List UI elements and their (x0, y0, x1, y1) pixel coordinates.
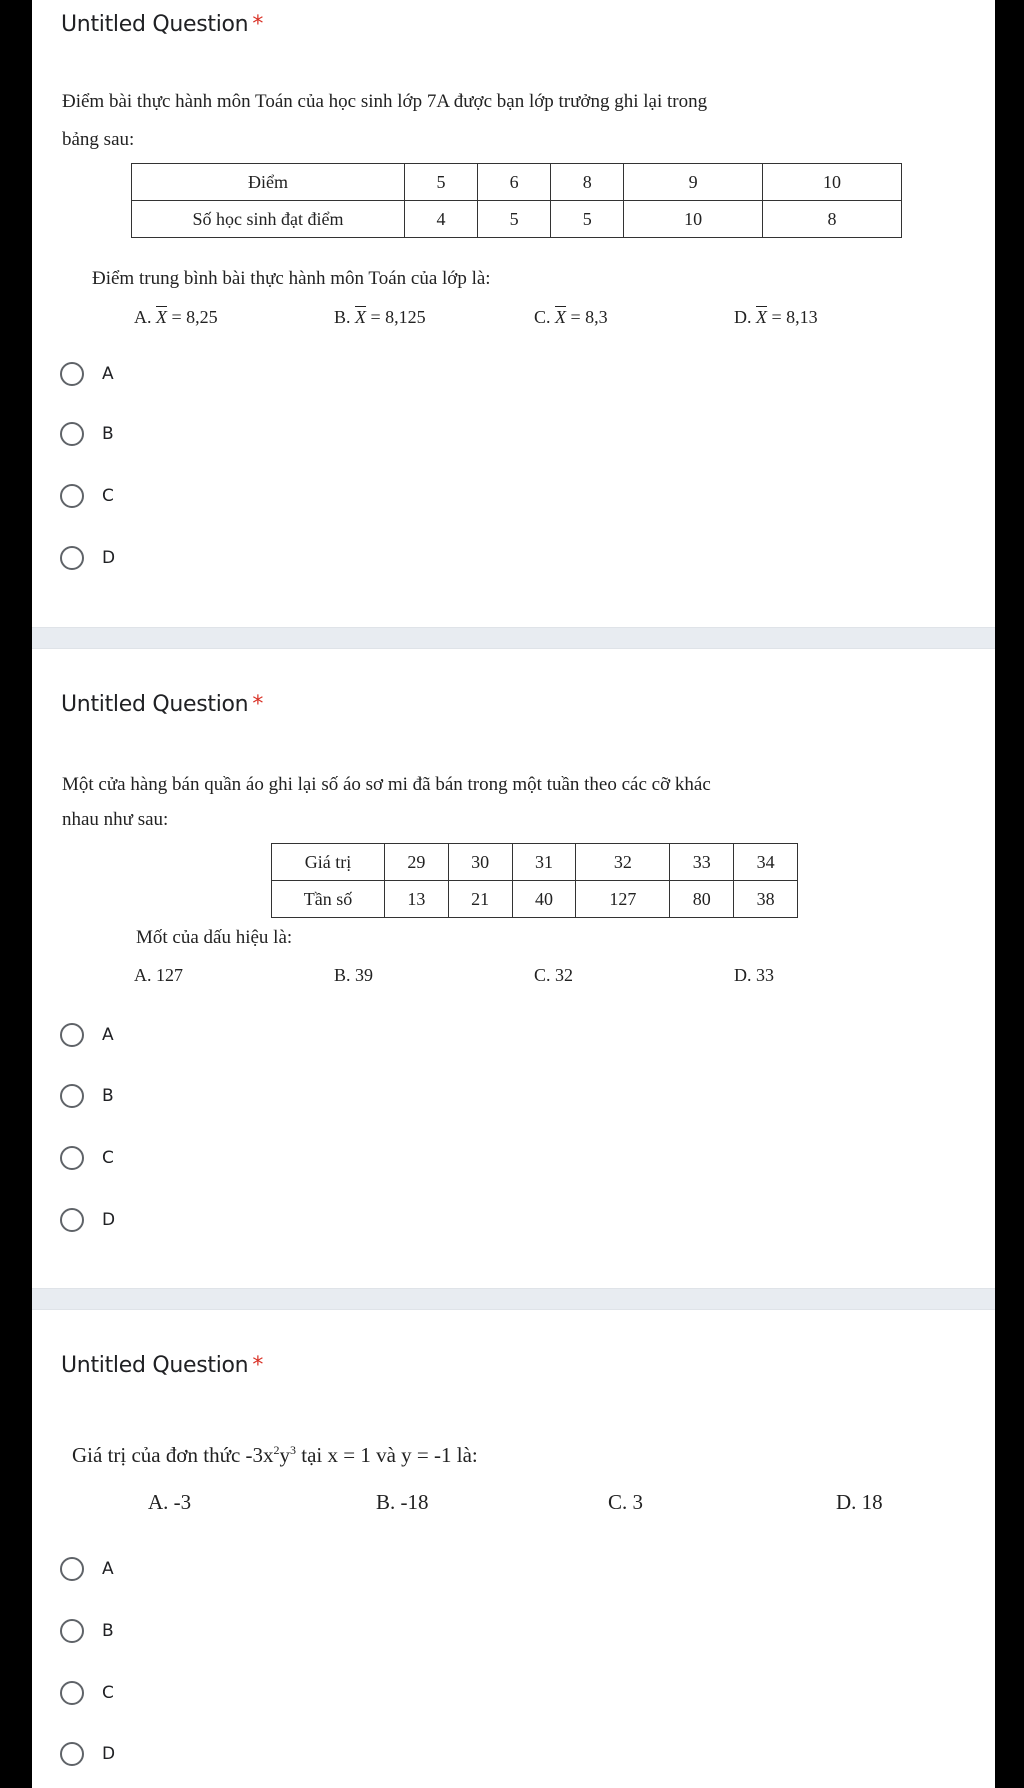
question-stem-line-2: bảng sau: (62, 129, 135, 150)
frequency-table (271, 843, 798, 918)
card-separator (32, 1288, 995, 1310)
table-cell: 127 (576, 881, 670, 918)
score-table (131, 163, 902, 238)
answer-choice-a: A. $\overline{X} = 8,25$ (134, 307, 218, 327)
question-stem-line-2: nhau như sau: (62, 809, 169, 830)
table-row (272, 844, 798, 881)
table-cell: 8 (763, 201, 902, 238)
table-cell: 5 (551, 201, 624, 238)
table-cell: 5 (478, 201, 551, 238)
table-cell: 38 (734, 881, 798, 918)
right-edge (995, 0, 1024, 1788)
question-card-2: Untitled Question * Một cửa hàng bán quần áo ghi lại số áo sơ mi đã bán trong một tuần theo các cỡ khác nhau như sau: Giá trị 29 30 31 32 33 34 Tần số 13 21 40 127 80 38 Mốt của dấu hiệu là: A. 127 B. 39 C. 32 D. 33 A B C D (32, 649, 995, 1286)
answer-choice-b: B. -18 (376, 1490, 429, 1514)
radio-circle-icon[interactable] (60, 1023, 84, 1047)
radio-circle-icon[interactable] (60, 1146, 84, 1170)
answer-choice-d: D. $\overline{X} = 8,13$ (734, 307, 818, 327)
radio-circle-icon[interactable] (60, 1742, 84, 1766)
table-cell: 21 (448, 881, 512, 918)
answer-choice-a: A. -3 (148, 1490, 192, 1514)
answer-choice-b: B. $\overline{X} = 8,125$ (334, 307, 426, 327)
radio-circle-icon[interactable] (60, 1681, 84, 1705)
required-asterisk: * (252, 1353, 264, 1378)
question-prompt: Điểm trung bình bài thực hành môn Toán của lớp là: (92, 268, 491, 289)
question-title: Untitled Question * (61, 692, 264, 717)
question-title: Untitled Question * (61, 1353, 264, 1378)
table-cell: 30 (448, 844, 512, 881)
question-prompt: Mốt của dấu hiệu là: (136, 927, 293, 948)
table-cell: 80 (670, 881, 734, 918)
table-cell: 13 (385, 881, 449, 918)
radio-circle-icon[interactable] (60, 546, 84, 570)
radio-circle-icon[interactable] (60, 1084, 84, 1108)
table-cell: Giá trị (272, 844, 385, 881)
table-cell: Số học sinh đạt điểm (132, 201, 405, 238)
table-cell: 8 (551, 164, 624, 201)
radio-circle-icon[interactable] (60, 362, 84, 386)
radio-circle-icon[interactable] (60, 422, 84, 446)
table-cell: Tần số (272, 881, 385, 918)
required-asterisk: * (252, 12, 264, 37)
answer-choice-a: A. 127 (134, 965, 183, 985)
left-edge (0, 0, 32, 1788)
table-cell: 5 (405, 164, 478, 201)
radio-circle-icon[interactable] (60, 1619, 84, 1643)
table-row (132, 201, 902, 238)
answer-choice-c: C. $\overline{X} = 8,3$ (534, 307, 608, 327)
radio-circle-icon[interactable] (60, 484, 84, 508)
card-separator (32, 627, 995, 649)
question-card-3: Untitled Question * Giá trị của đơn thức $-3x^2y^3$ tại x = 1 và y = -1 là: A. -3 B. -18 C. 3 D. 18 A B C D (32, 1310, 995, 1788)
question-stem-line-1: Điểm bài thực hành môn Toán của học sinh lớp 7A được bạn lớp trưởng ghi lại trong (62, 91, 708, 112)
table-cell: 4 (405, 201, 478, 238)
table-cell: 9 (624, 164, 763, 201)
answer-choice-c: C. 3 (608, 1490, 644, 1514)
answer-choice-d: D. 33 (734, 965, 774, 985)
answer-choice-d: D. 18 (836, 1490, 883, 1514)
table-cell: 31 (512, 844, 576, 881)
table-cell: 29 (385, 844, 449, 881)
answer-choice-c: C. 32 (534, 965, 574, 985)
question-prompt: Giá trị của đơn thức $-3x^2y^3$ tại x = 1 và y = -1 là: (72, 1443, 478, 1467)
required-asterisk: * (252, 692, 264, 717)
question-stem-line-1: Một cửa hàng bán quần áo ghi lại số áo sơ mi đã bán trong một tuần theo các cỡ khác (62, 774, 711, 795)
form-page (32, 0, 995, 1788)
table-cell: 32 (576, 844, 670, 881)
question-title: Untitled Question * (61, 12, 264, 37)
table-cell: 10 (763, 164, 902, 201)
table-cell: 10 (624, 201, 763, 238)
table-row (272, 881, 798, 918)
table-cell: 40 (512, 881, 576, 918)
table-cell: 6 (478, 164, 551, 201)
table-row (132, 164, 902, 201)
radio-circle-icon[interactable] (60, 1208, 84, 1232)
answer-choice-b: B. 39 (334, 965, 374, 985)
radio-circle-icon[interactable] (60, 1557, 84, 1581)
table-cell: 34 (734, 844, 798, 881)
table-cell: Điểm (132, 164, 405, 201)
question-card-1: Untitled Question * Điểm bài thực hành môn Toán của học sinh lớp 7A được bạn lớp trưởng ghi lại trong bảng sau: Điểm 5 6 8 9 10 Số học sinh đạt điểm 4 5 5 10 8 Điểm trung bình bài thực hành môn Toán của lớp là: A. $\overline{X} = 8,25$ B. $\overline{X} = 8,125$ C. $\overline{X} = 8,3$ D. $\overline{X} = 8,13$ A B C D (32, 0, 995, 625)
table-cell: 33 (670, 844, 734, 881)
